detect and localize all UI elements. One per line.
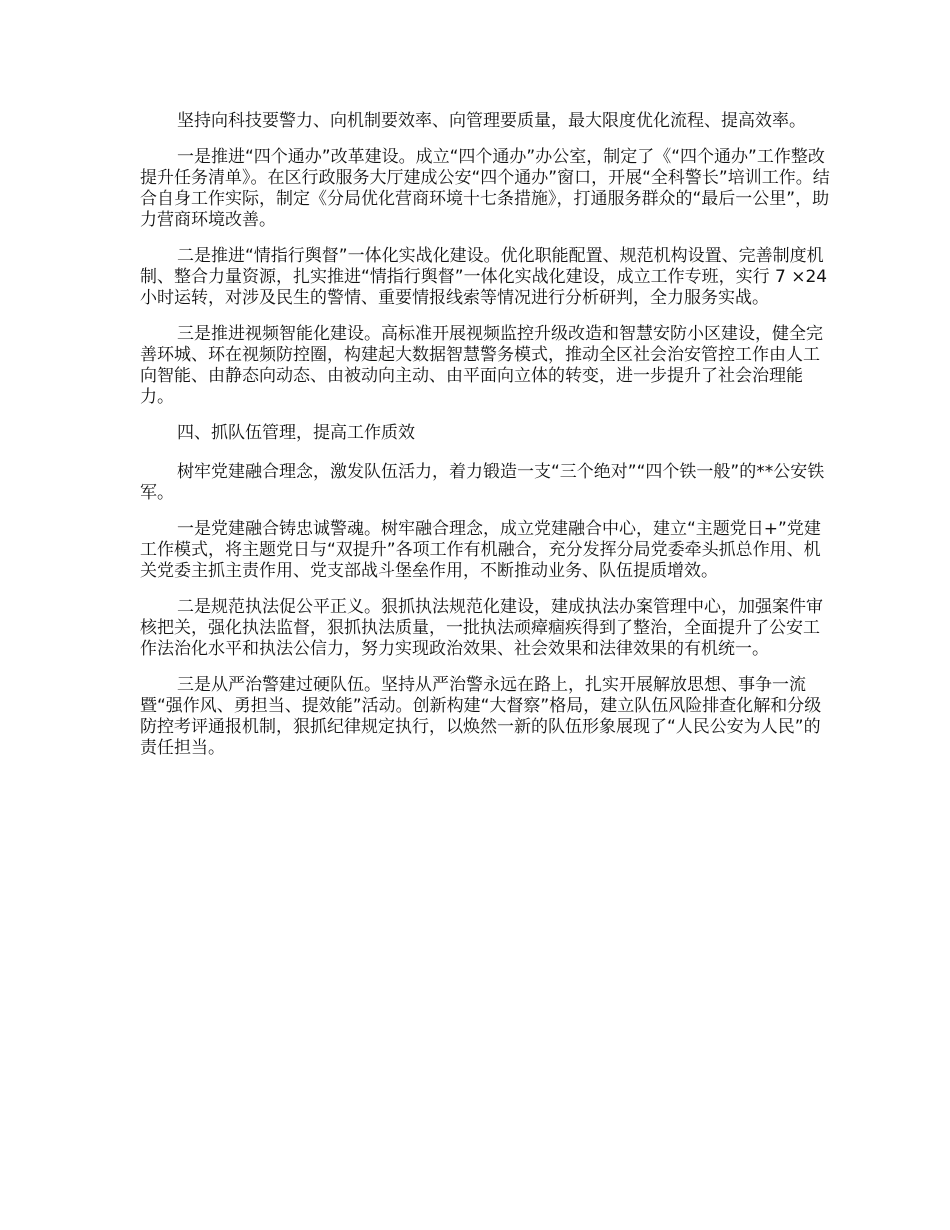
section-heading-team-management: 四、抓队伍管理，提高工作质效 [177, 423, 415, 443]
paragraph-video-intelligence: 三是推进视频智能化建设。高标准开展视频监控升级改造和智慧安防小区建设，健全完善环城、环在视频防控圈，构建起大数据智慧警务模式，推动全区社会治安管控工作由人工向智能、由静态向动态、由被动向主动、由平面向立体的转变，进一步提升了社会治理能力。 [140, 324, 823, 407]
paragraph-party-building: 一是党建融合铸忠诚警魂。树牢融合理念，成立党建融合中心，建立“主题党日+”党建工作模式，将主题党日与“双提升”各项工作有机融合，充分发挥分局党委牵头抓总作用、机关党委主抓主责作用、党支部战斗堡垒作用，不断推动业务、队伍提质增效。 [140, 519, 821, 581]
paragraph-law-enforcement: 二是规范执法促公平正义。狠抓执法规范化建设，建成执法办案管理中心，加强案件审核把关，强化执法监督，狠抓执法质量，一批执法顽瘴痼疾得到了整治，全面提升了公安工作法治化水平和执法公信力，努力实现政治效果、社会效果和法律效果的有机统一。 [140, 597, 823, 659]
paragraph-command-integration: 二是推进“情指行舆督”一体化实战化建设。优化职能配置、规范机构设置、完善制度机制、整合力量资源，扎实推进“情指行舆督”一体化实战化建设，成立工作专班，实行 7 ×24 小时运转，对涉及民生的警情、重要情报线索等情况进行分析研判，全力服务实战。 [140, 246, 833, 308]
paragraph-intro: 坚持向科技要警力、向机制要效率、向管理要质量，最大限度优化流程、提高效率。 [177, 111, 806, 131]
paragraph-strict-discipline: 三是从严治警建过硬队伍。坚持从严治警永远在路上，扎实开展解放思想、事争一流暨“强作风、勇担当、提效能”活动。创新构建“大督察”格局，建立队伍风险排查化解和分级防控考评通报机制，狠抓纪律规定执行，以焕然一新的队伍形象展现了“人民公安为人民”的责任担当。 [140, 675, 822, 758]
paragraph-four-services: 一是推进“四个通办”改革建设。成立“四个通办”办公室，制定了《“四个通办”工作整改提升任务清单》。在区行政服务大厅建成公安“四个通办”窗口，开展“全科警长”培训工作。结合自身工作实际，制定《分局优化营商环境十七条措施》，打通服务群众的“最后一公里”，助力营商环境改善。 [140, 147, 830, 230]
document-body [140, 111, 833, 774]
paragraph-team-intro: 树牢党建融合理念，激发队伍活力，着力锻造一支“三个绝对”“四个铁一般”的**公安铁军。 [140, 462, 825, 503]
